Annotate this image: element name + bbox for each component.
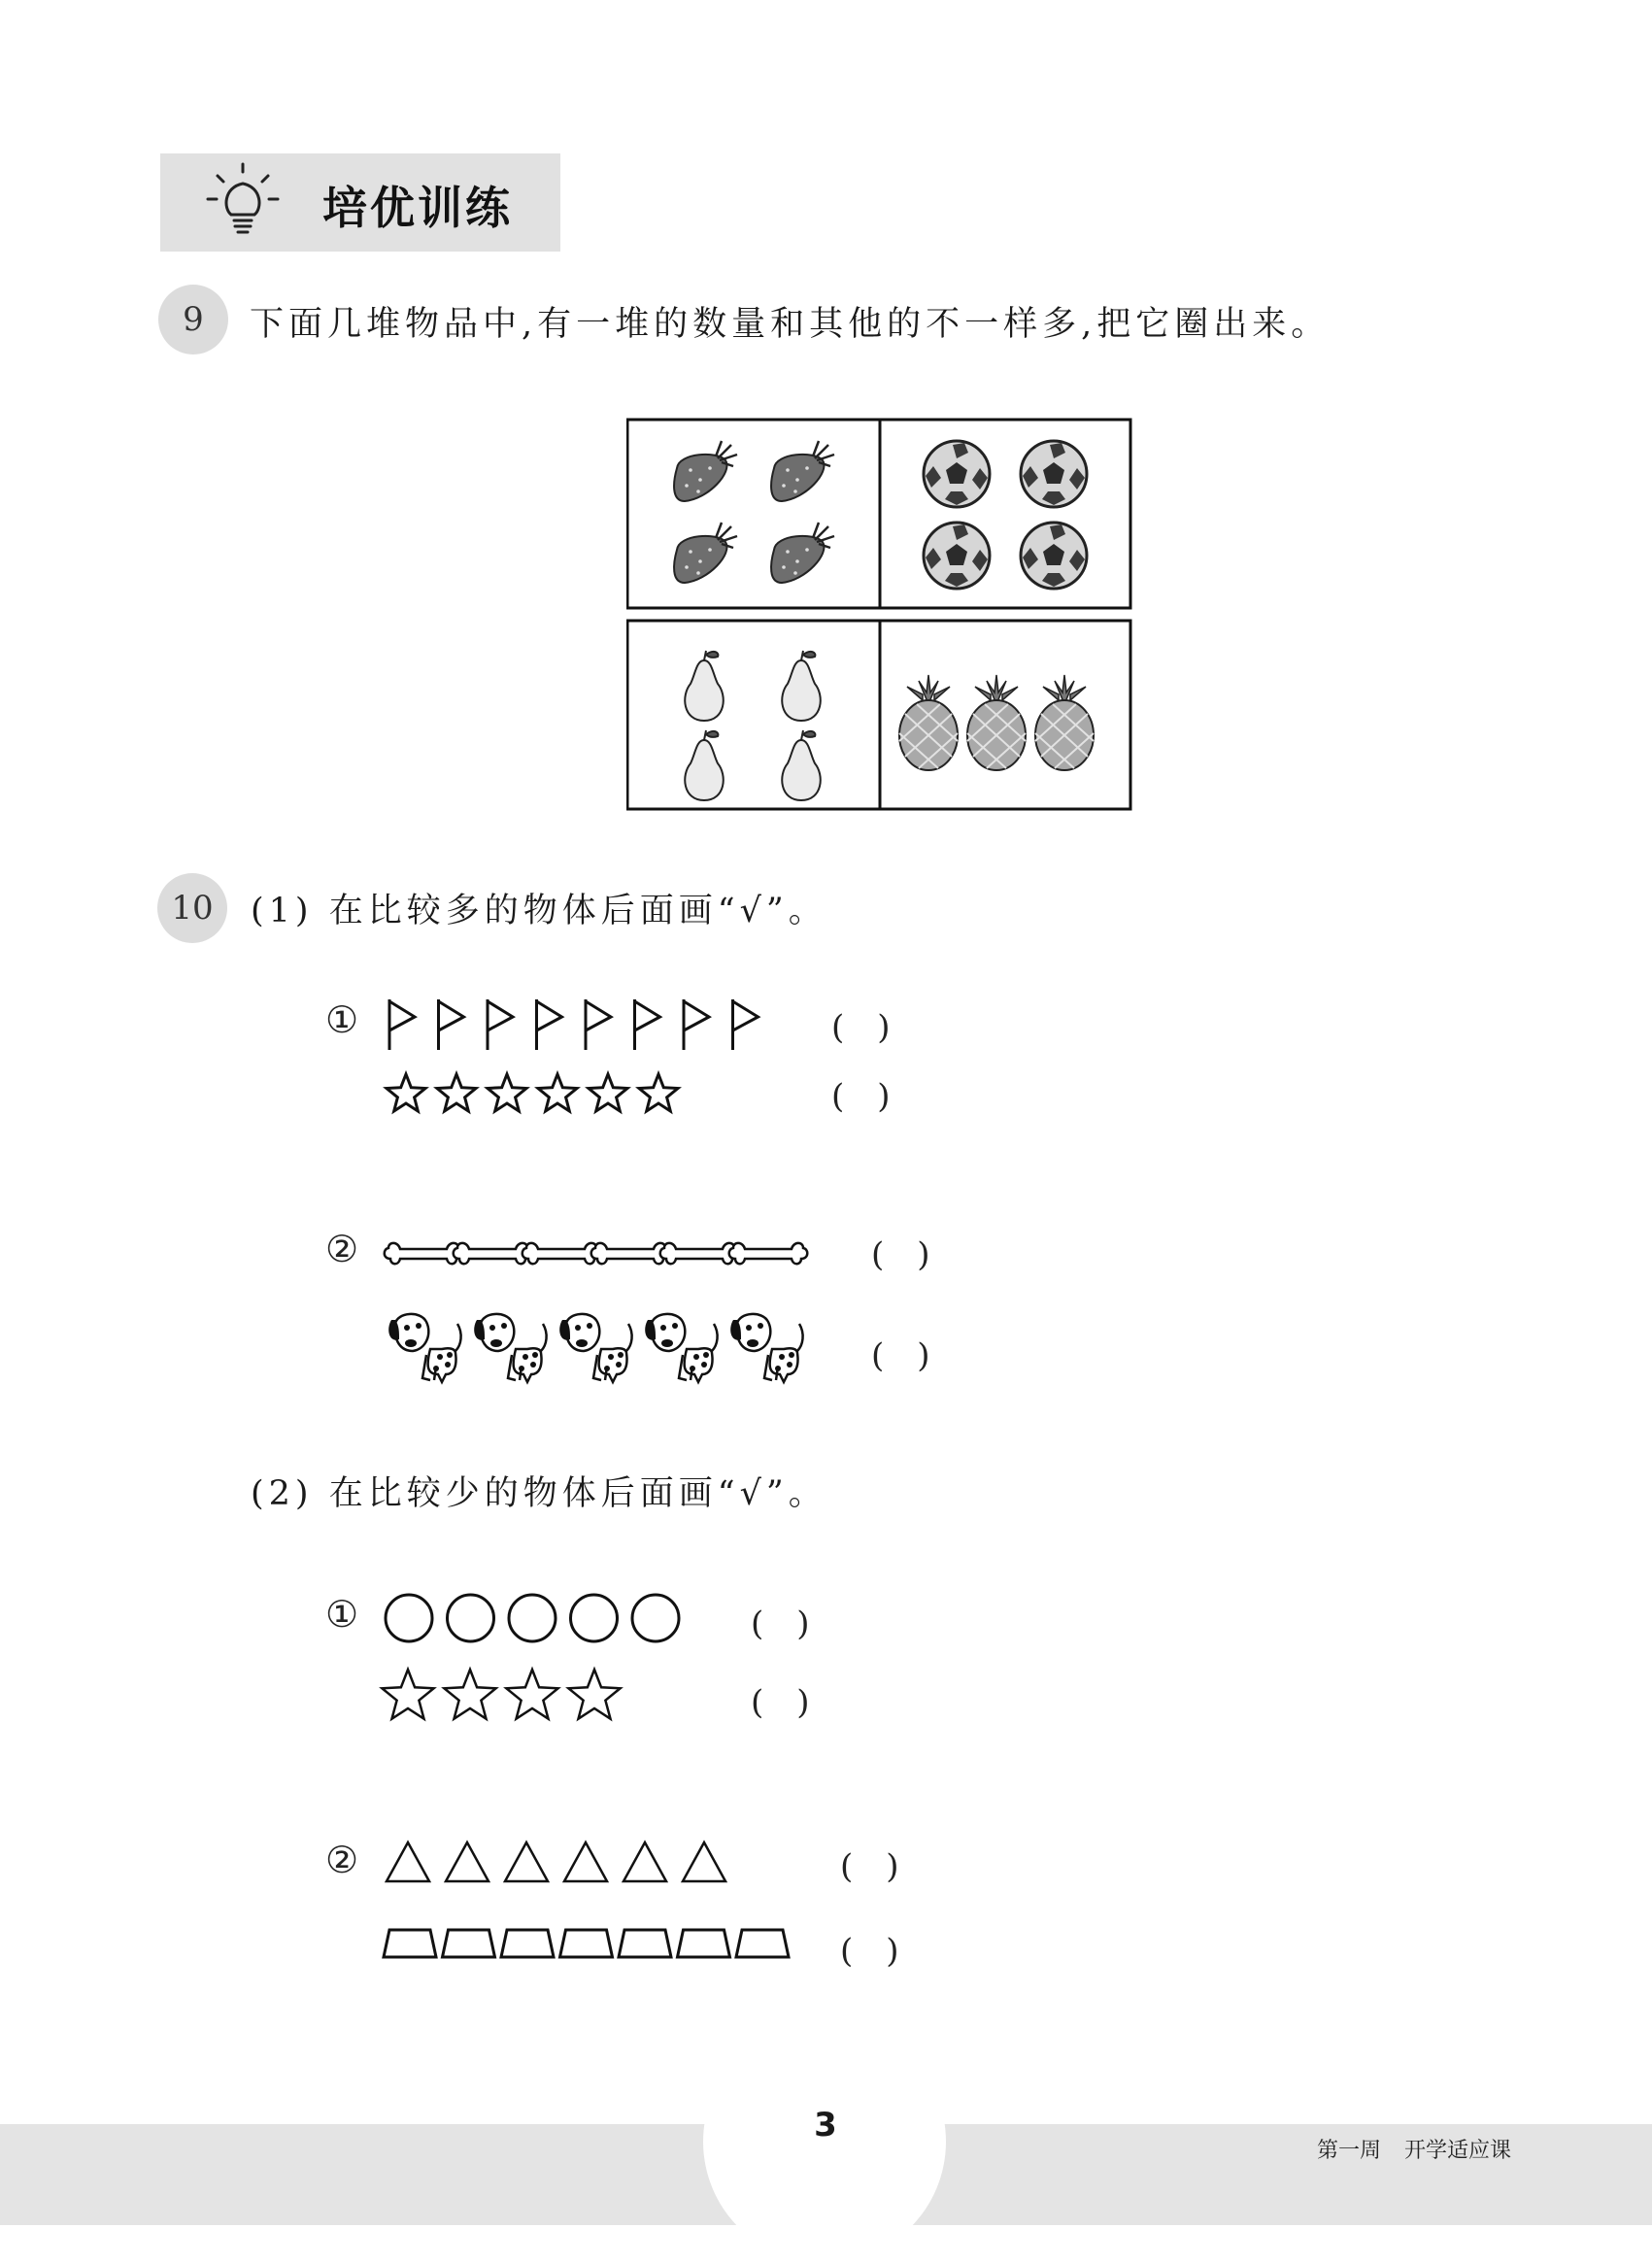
pineapple-icon xyxy=(899,675,958,770)
part2-item1-marker: ① xyxy=(325,1593,359,1636)
star-icon xyxy=(589,1074,627,1111)
answer-blank[interactable]: ( ) xyxy=(831,1077,891,1116)
flag-row xyxy=(384,996,772,1054)
trapezoid-shape xyxy=(560,1930,613,1957)
flag-icon xyxy=(635,999,660,1050)
section-title: 培优训练 xyxy=(322,182,513,234)
part1-item2-marker: ② xyxy=(325,1228,359,1270)
star-icon xyxy=(639,1074,678,1111)
star-icon xyxy=(568,1670,620,1719)
circle-shape xyxy=(509,1595,556,1641)
bone-icon xyxy=(591,1243,670,1264)
star-row xyxy=(384,1068,694,1117)
trapezoid-shape xyxy=(501,1930,554,1957)
bone-icon xyxy=(454,1243,532,1264)
trapezoid-shape xyxy=(384,1930,436,1957)
star-icon xyxy=(382,1670,433,1719)
pineapple-icon xyxy=(967,675,1026,770)
soccer-ball-icon xyxy=(924,523,990,589)
star-row xyxy=(382,1667,654,1725)
question-9-text: 下面几堆物品中,有一堆的数量和其他的不一样多,把它圈出来。 xyxy=(250,305,1331,344)
star-icon xyxy=(444,1670,495,1719)
strawberry-icon xyxy=(674,523,737,583)
answer-blank[interactable]: ( ) xyxy=(751,1683,810,1722)
flag-icon xyxy=(684,999,709,1050)
flag-icon xyxy=(439,999,464,1050)
trapezoid-row xyxy=(382,1926,809,1965)
dog-icon xyxy=(730,1314,802,1382)
dog-icon xyxy=(474,1314,546,1382)
pear-icon xyxy=(782,651,821,721)
pear-group xyxy=(685,651,821,800)
bone-icon xyxy=(385,1243,463,1264)
circle-shape xyxy=(571,1595,618,1641)
item-groups-figure xyxy=(626,418,1133,811)
bone-icon xyxy=(523,1243,601,1264)
dog-icon xyxy=(388,1314,460,1382)
trapezoid-shape xyxy=(443,1930,495,1957)
question-number-9: 9 xyxy=(158,285,228,355)
star-icon xyxy=(506,1670,557,1719)
part2-item2-marker: ② xyxy=(325,1839,359,1881)
lightbulb-icon xyxy=(204,160,282,238)
flag-icon xyxy=(389,999,415,1050)
part1-item1-marker: ① xyxy=(325,998,359,1041)
bone-icon xyxy=(660,1243,739,1264)
dog-row xyxy=(384,1306,811,1384)
trapezoid-shape xyxy=(736,1930,789,1957)
soccer-ball-group xyxy=(924,441,1087,589)
circle-shape xyxy=(632,1595,679,1641)
trapezoid-shape xyxy=(619,1930,671,1957)
star-icon xyxy=(538,1074,577,1111)
question-number-10: 10 xyxy=(157,873,227,943)
bone-icon xyxy=(729,1243,808,1264)
strawberry-icon xyxy=(771,523,834,583)
pear-icon xyxy=(685,730,724,800)
pineapple-group xyxy=(899,675,1094,770)
star-icon xyxy=(387,1074,425,1111)
strawberry-icon xyxy=(674,441,737,501)
triangle-shape xyxy=(564,1842,607,1881)
triangle-row xyxy=(385,1839,734,1887)
answer-blank[interactable]: ( ) xyxy=(840,1847,899,1886)
soccer-ball-icon xyxy=(1021,441,1087,507)
bone-row xyxy=(388,1226,816,1274)
flag-icon xyxy=(488,999,513,1050)
triangle-shape xyxy=(505,1842,548,1881)
part2-instruction: (2) 在比较少的物体后面画“√”。 xyxy=(251,1474,827,1513)
answer-blank[interactable]: ( ) xyxy=(871,1336,930,1375)
circle-row xyxy=(384,1589,694,1647)
triangle-shape xyxy=(387,1842,429,1881)
answer-blank[interactable]: ( ) xyxy=(751,1604,810,1643)
flag-icon xyxy=(586,999,611,1050)
pear-icon xyxy=(685,651,724,721)
triangle-shape xyxy=(446,1842,489,1881)
strawberry-icon xyxy=(771,441,834,501)
trapezoid-shape xyxy=(678,1930,730,1957)
footer-lesson xyxy=(1317,2134,1511,2164)
star-icon xyxy=(437,1074,476,1111)
page-number: 3 xyxy=(814,2106,837,2145)
circle-shape xyxy=(448,1595,494,1641)
answer-blank[interactable]: ( ) xyxy=(840,1932,899,1971)
part1-instruction: (1) 在比较多的物体后面画“√”。 xyxy=(251,892,827,930)
flag-icon xyxy=(733,999,759,1050)
soccer-ball-icon xyxy=(1021,523,1087,589)
flag-icon xyxy=(537,999,562,1050)
triangle-shape xyxy=(624,1842,666,1881)
circle-shape xyxy=(386,1595,432,1641)
soccer-ball-icon xyxy=(924,441,990,507)
answer-blank[interactable]: ( ) xyxy=(871,1235,930,1274)
footer-lesson-title: 开学适应课 xyxy=(1404,2139,1512,2163)
pear-icon xyxy=(782,730,821,800)
footer-week: 第一周 xyxy=(1317,2139,1382,2163)
dog-icon xyxy=(559,1314,631,1382)
dog-icon xyxy=(645,1314,717,1382)
star-icon xyxy=(488,1074,526,1111)
pineapple-icon xyxy=(1035,675,1094,770)
triangle-shape xyxy=(683,1842,725,1881)
answer-blank[interactable]: ( ) xyxy=(831,1008,891,1047)
strawberry-group xyxy=(674,441,834,583)
